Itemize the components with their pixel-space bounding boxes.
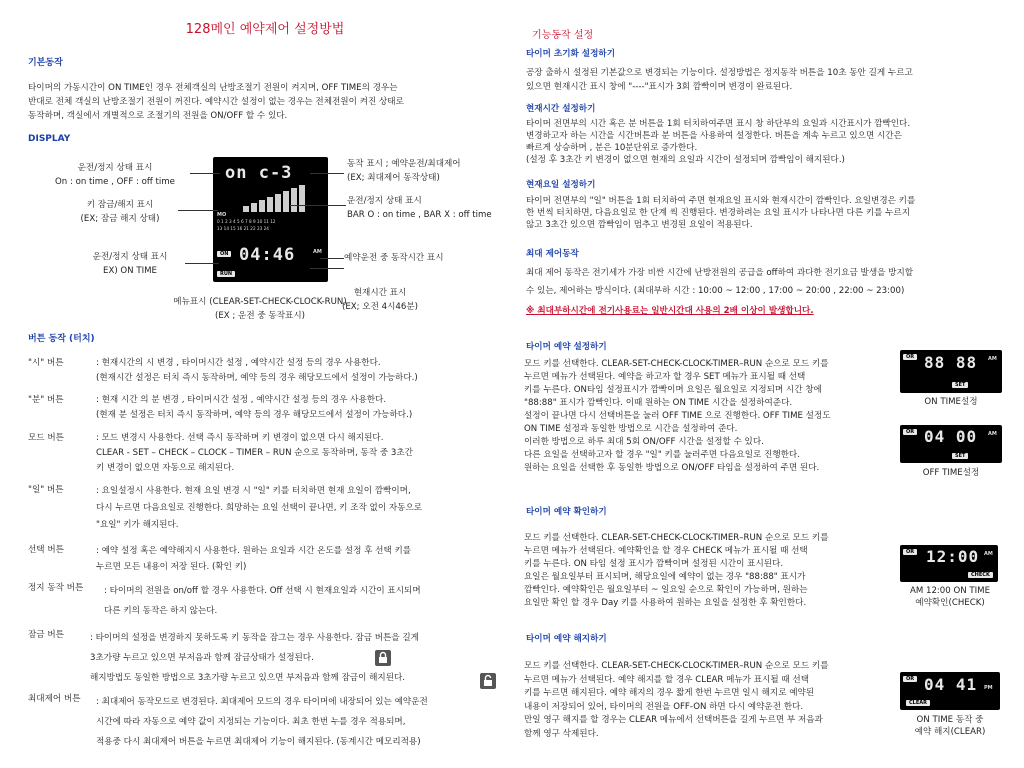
lcd-or-label: OR: [903, 676, 917, 682]
right-title: 기능동작 설정: [532, 30, 594, 41]
lcd-tag: SET: [952, 382, 968, 388]
lcd-tag: CHECK: [968, 572, 993, 578]
button-hour: [28, 356, 418, 386]
lcd-check: [900, 545, 998, 582]
callout-schedule: 예약운전 중 동작시간 표시: [344, 253, 444, 263]
display-heading: DISPLAY: [28, 134, 71, 144]
button-name: 선택 버튼: [28, 545, 64, 555]
button-name: "시" 버튼: [28, 358, 64, 368]
section-text-timer-check: [524, 532, 829, 610]
button-minute: [28, 393, 412, 423]
lcd-on-time-set: [900, 350, 1002, 393]
button-desc: : 모드 변경시 사용한다. 선택 즉시 동작하며 키 변경이 없으면 다시 해지된다.: [96, 433, 384, 443]
section-line: 설정이 끝나면 다시 선택버튼을 눌러 OFF TIME 으로 진행한다. OFF TIME 설정도: [524, 411, 831, 421]
button-desc: (현재 분 설정은 터치 즉시 동작하며, 예약 등의 경우 해당모드에서 설정이 가능하다.): [96, 410, 413, 420]
button-day: [28, 483, 422, 534]
lcd-or-label: OR: [903, 354, 917, 360]
page-title: 128메인 예약제어 설정방법: [185, 22, 345, 37]
section-line: "88:88" 표시가 깜빡인다. 이때 원하는 ON TIME 시간을 설정하여준다.: [524, 398, 793, 408]
callout-line-text: (EX; 최대제어 동작상태): [347, 173, 440, 183]
button-desc: : 요일설정시 사용한다. 현재 요일 변경 시 "일" 키를 터치하면 현재 요일이 깜빡이며,: [96, 486, 411, 496]
section-text-timer-set: [524, 358, 831, 475]
section-heading-max: 최대 제어동작: [526, 249, 579, 259]
section-line: 않고 3초간 있으면 깜빡임이 멈추고 변경된 요일이 적용된다.: [526, 220, 753, 230]
callout-line-text: 운전/정지 상태 표시: [92, 252, 168, 262]
section-line: 키를 누르면 해지된다. 예약 해지의 경우 짧게 한번 누르면 일시 해지로 예약된: [524, 688, 815, 698]
lcd-time: 04 41: [924, 675, 978, 694]
lcd-caption: OFF TIME설정: [922, 468, 980, 478]
lcd-caption-line: 예약확인(CHECK): [915, 598, 985, 608]
button-name: 잠금 버튼: [28, 630, 64, 640]
callout-line-text: BAR O : on time , BAR X : off time: [347, 210, 492, 220]
callout-line: [185, 263, 219, 264]
callout-line-text: (EX; 잠금 해지 상태): [80, 214, 160, 224]
callout-line-text: 현재시간 표시: [353, 288, 407, 298]
button-name: "분" 버튼: [28, 395, 64, 405]
button-desc: : 최대제어 동작모드로 변경된다. 최대제어 모드의 경우 타이머에 내장되어 있는 예약운전: [96, 697, 428, 707]
button-select: [28, 543, 411, 575]
button-desc: 누르면 모든 내용이 저장 된다. (확인 키): [96, 562, 247, 572]
button-heading: 버튼 동작 (터치): [28, 334, 95, 344]
callout-line-text: 키 잠금/해지 표시: [86, 200, 154, 210]
button-lock: [28, 628, 419, 688]
section-line: 요일은 월요일부터 표시되며, 해당요일에 예약이 없는 경우 "88:88" 표시가: [524, 572, 806, 582]
button-desc: 시간에 따라 자동으로 예약 값이 지정되는 기능이다. 최초 한번 누를 경우 적용되며,: [96, 717, 406, 727]
button-desc: : 현재시간의 시 변경 , 타이머시간 설정 , 예약시간 설정 등의 경우 사용한다.: [96, 358, 381, 368]
button-desc: 다른 키의 동작은 하지 않는다.: [104, 606, 218, 616]
level-bar: [275, 194, 281, 212]
section-heading-timer-set: 타이머 예약 설정하기: [526, 342, 607, 352]
callout-line: [320, 258, 344, 259]
callout-key-lock: [60, 198, 180, 226]
lcd-am: AM: [313, 249, 322, 255]
lcd-caption: [895, 585, 1005, 609]
button-desc: : 타이머의 설정을 변경하지 못하도록 키 동작을 잠그는 경우 사용한다. 잠금 버튼을 길게: [90, 633, 419, 643]
callout-run-bar: [347, 194, 492, 222]
callout-run-stop-2: [70, 250, 190, 278]
button-desc: 해지방법도 동일한 방법으로 3초가량 누르고 있으면 부저음과 함께 잠금이 해지된다.: [90, 673, 406, 683]
section-text-day: [526, 195, 915, 231]
section-heading-reset: 타이머 초기화 설정하기: [526, 49, 615, 59]
button-desc: 다시 누르면 다음요일로 진행한다. 희망하는 요일 선택이 끝나면, 키 조작 없이 자동으로: [96, 503, 423, 513]
section-line: 원하는 요일을 선택한 후 동일한 방법으로 ON/OFF 타임을 설정하여 주면 된다.: [524, 463, 820, 473]
level-bar: [267, 197, 273, 212]
section-line: 최대 제어 동작은 전기세가 가장 비싼 시간에 난방전원의 공급을 off하여 과다한 전기요금 발생을 방지할: [526, 268, 914, 278]
lcd-caption: [895, 714, 1005, 738]
callout-line: [310, 173, 344, 174]
button-desc: 키 변경이 없으면 자동으로 해지된다.: [96, 463, 235, 473]
lcd-clear: [900, 672, 1000, 710]
callout-mode: [347, 157, 461, 185]
lcd-time: 04:46: [239, 245, 296, 265]
callout-line: [178, 210, 218, 211]
lcd-time: 04 00: [924, 427, 978, 446]
button-name: "일" 버튼: [28, 485, 64, 495]
section-heading-time: 현재시간 설정하기: [526, 104, 596, 114]
section-line: 수 있는, 제어하는 방식이다. (최대부하 시간 : 10:00 ~ 12:00 , 17:00 ~ 20:00 , 22:00 ~ 23:00): [526, 286, 905, 296]
section-line: 다른 요일을 선택하고자 할 경우 "일" 키를 눌러주면 다음요일로 진행한다.: [524, 450, 800, 460]
lcd-ampm: AM: [988, 356, 997, 362]
section-text-time: [526, 118, 910, 166]
callout-menu: [150, 295, 370, 323]
callout-line-text: EX) ON TIME: [103, 266, 157, 276]
button-desc: : 현재 시간 의 분 변경 , 타이머시간 설정 , 예약시간 설정 등의 경우 사용한다.: [96, 395, 387, 405]
section-text-reset: [526, 66, 913, 94]
section-line: 키를 누른다. ON 타임 설정 표시가 깜빡이며 설정된 시간이 표시된다.: [524, 559, 784, 569]
button-name: 정지 동작 버튼: [28, 583, 84, 593]
level-bar: [243, 206, 249, 212]
lcd-caption-line: 예약 해지(CLEAR): [914, 727, 986, 737]
lcd-hours-row2: 13 14 15 16 21 22 23 24: [217, 226, 269, 231]
button-mode: [28, 431, 413, 476]
callout-line-text: 운전/정지 상태 표시: [77, 163, 153, 173]
lcd-off-time-set: [900, 425, 1002, 463]
section-line: 공장 출하시 설정된 기본값으로 변경되는 기능이다. 설정방법은 정지동작 버튼을 10초 동안 길게 누르고: [526, 68, 913, 78]
button-name: 모드 버튼: [28, 433, 64, 443]
lcd-ampm: AM: [988, 431, 997, 437]
button-desc: : 타이머의 전원을 on/off 할 경우 사용한다. Off 선택 시 현재요일과 시간이 표시되며: [104, 586, 421, 596]
section-text-max: [526, 264, 913, 300]
button-name: 최대제어 버튼: [28, 694, 81, 704]
callout-line-text: On : on time , OFF : off time: [55, 177, 175, 187]
section-heading-timer-release: 타이머 예약 해지하기: [526, 634, 607, 644]
callout-line: [310, 268, 344, 269]
section-line: 이러한 방법으로 하루 최대 5회 ON/OFF 시간을 설정할 수 있다.: [524, 437, 764, 447]
button-max-control: [28, 692, 428, 752]
callout-line-text: 동작 표시 ; 예약운전/최대제어: [347, 159, 461, 169]
section-line: (설정 후 3초간 키 변경이 없으면 현재의 요일과 시간이 설정되며 깜빡임이 해지된다.): [526, 155, 845, 165]
lcd-hours-row1: 0 1 2 3 4 5 6 7 8 9 10 11 12: [217, 219, 276, 224]
lcd-on-label: ON: [217, 251, 231, 257]
lcd-tag: CLEAR: [906, 700, 930, 706]
section-line: 키를 누른다. ON타임 설정표시가 깜빡이며 요일은 월요일로 지정되며 시간 창에: [524, 385, 822, 395]
section-heading-timer-check: 타이머 예약 확인하기: [526, 507, 607, 517]
button-desc: (현재시간 설정은 터치 즉시 동작하며, 예약 등의 경우 해당모드에서 설정이 가능하다.): [96, 373, 418, 383]
callout-run-stop: [40, 161, 190, 189]
level-bar: [299, 185, 305, 212]
section-line: 함께 영구 삭제된다.: [524, 728, 599, 739]
section-line: 모드 키를 선택한다. CLEAR-SET-CHECK-CLOCK-TIMER–RUN 순으로 모드 키를: [524, 533, 829, 543]
basic-line: 타이머의 가동시간이 ON TIME인 경우 전체객실의 난방조절기 전원이 켜지며, OFF TIME의 경우는: [28, 83, 398, 93]
button-desc: 적용중 다시 최대제어 버튼을 누르면 최대제어 기능이 해지된다. (동계시간 메모리적용): [96, 737, 421, 747]
basic-heading: 기본동작: [28, 58, 63, 68]
level-bar: [259, 200, 265, 212]
lcd-ampm: AM: [984, 551, 993, 557]
lcd-time: 88 88: [924, 353, 978, 372]
section-line: 변경하고자 하는 시간을 시간버튼과 분 버튼을 사용하여 설정한다. 버튼을 계속 누르고 있으면 시간은: [526, 131, 902, 141]
button-desc: CLEAR - SET – CHECK – CLOCK – TIMER – RUN 순으로 동작하며, 동작 중 3초간: [96, 448, 413, 458]
lcd-top-segment: on c-3: [225, 163, 293, 183]
basic-line: 동작하며, 객실에서 개별적으로 조절기의 전원을 ON/OFF 할 수 있다.: [28, 111, 288, 121]
section-line: 누르면 메뉴가 선택된다. 예약을 하고자 할 경우 SET 메뉴가 표시될 때 선택: [524, 372, 806, 382]
button-desc: : 예약 설정 혹은 예약해지시 사용한다. 원하는 요일과 시간 온도를 설정 후 선택 키를: [96, 546, 412, 556]
section-line: 누르면 메뉴가 선택된다. 예약확인을 할 경우 CHECK 메뉴가 표시될 때 선택: [524, 546, 808, 556]
section-line: 타이머 전면부의 시간 혹은 분 버튼을 1회 터치하여주면 표시 창 하단부의 요일과 시간표시가 깜빡인다.: [526, 119, 911, 129]
lcd-caption-line: ON TIME 동작 중: [916, 715, 984, 725]
section-line: 모드 키를 선택한다. CLEAR-SET-CHECK-CLOCK-TIMER–RUN 순으로 모드 키를: [524, 661, 829, 671]
lcd-mo: MO: [217, 212, 227, 218]
section-text-timer-release: [524, 660, 829, 741]
button-desc: "요일" 키가 해지된다.: [96, 520, 179, 530]
lcd-caption: ON TIME설정: [924, 397, 978, 407]
section-line: 깜빡인다. 예약확인은 월요일부터 ~ 일요일 순으로 확인이 가능하며, 원하는: [524, 585, 808, 595]
section-line: 타이머 전면부의 "일" 버튼을 1회 터치하여 주면 현재요일 표시와 현재시간이 깜빡인다. 요일변경은 키를: [526, 196, 916, 206]
section-heading-day: 현재요일 설정하기: [526, 180, 596, 190]
basic-text: [28, 81, 404, 123]
lcd-time: 12:00: [926, 547, 980, 566]
lcd-caption-line: AM 12:00 ON TIME: [909, 586, 991, 596]
level-bar: [291, 188, 297, 212]
section-line: 한 번씩 터치하면, 다음요일로 한 단계 씩 진행된다. 변경하려는 요일 표시가 나타나면 다른 키를 누르지: [526, 208, 911, 218]
lock-icon: [375, 650, 391, 666]
max-warning: ※ 최대부하시간에 전기사용료는 일반시간대 사용의 2배 이상이 발생합니다.: [526, 306, 814, 316]
unlock-icon: [480, 673, 496, 689]
lcd-run-label: RUN: [217, 271, 235, 277]
section-line: 만일 영구 해지를 할 경우는 CLEAR 메뉴에서 선택버튼을 길게 누르면 부 저음과: [524, 715, 823, 725]
section-line: 빠르게 상승하며 , 분은 10분단위로 증가한다.: [526, 143, 698, 153]
callout-line-text: 운전/정지 상태 표시: [347, 196, 422, 206]
section-line: 내용이 저장되어 있어, 타이머의 전원을 OFF-ON 하면 다시 예약운전 한다.: [524, 701, 804, 712]
callout-line-text: 메뉴표시 (CLEAR-SET-CHECK-CLOCK-RUN): [173, 297, 347, 307]
lcd-level-bars: [243, 184, 323, 212]
lcd-or-label: OR: [903, 429, 917, 435]
main-lcd-display: [213, 157, 328, 282]
section-line: 있으면 현재시간 표시 창에 "----"표시가 3회 깜빡이며 변경이 완료된다.: [526, 82, 793, 92]
basic-line: 반대로 전체 객실의 난방조절기 전원이 꺼진다. 예약시간 설정이 없는 경우는 전체전원이 켜진 상태로: [28, 97, 404, 107]
callout-line: [290, 205, 346, 206]
section-line: 모드 키를 선택한다. CLEAR-SET-CHECK-CLOCK-TIMER–RUN 순으로 모드 키를: [524, 359, 829, 369]
lcd-ampm: PM: [984, 685, 993, 691]
section-line: ON TIME 설정과 동일한 방법으로 시간을 설정하여 준다.: [524, 424, 738, 434]
callout-line: [190, 173, 220, 174]
callout-line-text: (EX; 오전 4시46분): [342, 302, 418, 312]
button-desc: 3초가량 누르고 있으면 부저음과 함께 잠금상태가 설정된다.: [90, 653, 314, 663]
section-line: 누르면 메뉴가 선택된다. 예약 해지를 할 경우 CLEAR 메뉴가 표시될 때 선택: [524, 674, 809, 685]
lcd-tag: SET: [952, 453, 968, 459]
level-bar: [283, 191, 289, 212]
callout-line-text: (EX ; 운전 중 동작표시): [215, 311, 305, 321]
level-bar: [251, 203, 257, 212]
button-stop: [28, 581, 421, 621]
section-line: 요일만 확인 할 경우 Day 키를 사용하여 원하는 요일을 설정한 후 확인한다.: [524, 598, 807, 608]
lcd-or-label: OR: [903, 549, 917, 555]
